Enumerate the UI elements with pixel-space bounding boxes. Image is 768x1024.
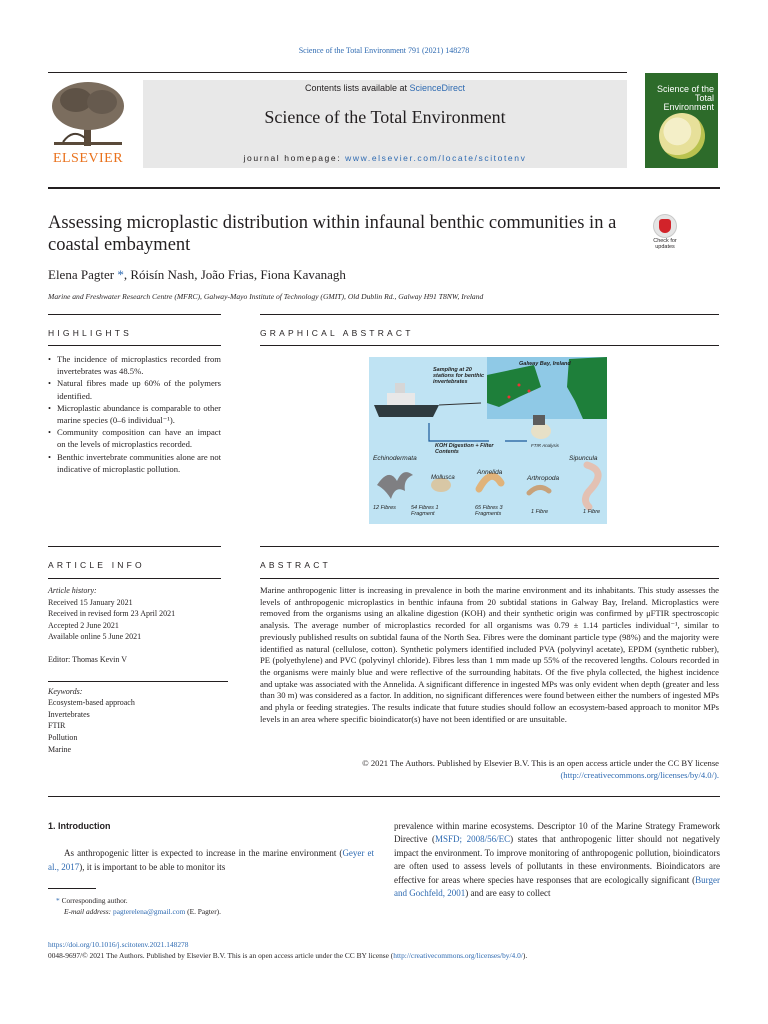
highlights-rule xyxy=(48,314,221,315)
copyright-notice xyxy=(260,758,719,781)
email-label: E-mail address: xyxy=(64,907,113,916)
ga-rule-2 xyxy=(260,345,719,346)
homepage-line xyxy=(143,153,627,163)
abstract-rule-2 xyxy=(260,578,719,579)
abstract-rule xyxy=(260,546,719,547)
ga-bay-label: Galway Bay, Ireland xyxy=(519,361,571,367)
contents-line xyxy=(143,83,627,93)
echinodermata-icon xyxy=(377,472,413,499)
author-list xyxy=(48,267,648,283)
keywords-rule xyxy=(48,681,228,682)
homepage-link[interactable]: www.elsevier.com/locate/scitotenv xyxy=(345,153,527,163)
keyword: Ecosystem-based approach xyxy=(48,698,135,708)
check-updates-icon xyxy=(653,214,677,238)
history-item: Received in revised form 23 April 2021 xyxy=(48,609,176,619)
abstract-text: Marine anthropogenic litter is increasing in prevalence in both the marine environment and its inhabitants. This study assesses the levels of anthropogenic microplastics in benthic infauna from 20 subtidal stations in Galway Bay, Ireland. Microplastics were removed from the organisms using an alkaline digestion (KOH) and their synthetic origin was confirmed by μFTIR spectroscopic analysis. The average number of microplastics recorded for all organisms was 0.79 ± 1.14 particles individual⁻¹, similar to previously published results on subtidal fauna of the North Sea. Fibres were the dominant particle type (98%) and the majority were identified as natural (cellulose, cotton). Synthetic polymers identified included PVA (polyvinyl acetate), EPDM (synthetic rubber), PE (polyethylene) and PVC (polyvinyl chloride). Fibres less than 1 mm made up 55% of the recovered lengths. Colours recorded in the organisms were mainly blue and were reflective of the surrounding habitats. Of the five phyla collected, the highest incidence and uptake was associated with the Annelida. A significant difference in ingested MPs was only evident when depth (greater and less than 30 m) was considered as a factor. In addition, no significant differences were found between either the numbers of ingested MPs and phyla or feeding strategies. The results indicate that future studies should follow an ecosystem-based approach to monitor MPs levels in an area where specific bioindicator(s) have not been identified or are unsuitable. xyxy=(260,585,719,724)
citation-link[interactable]: Geyer et al., 2017 xyxy=(48,848,375,872)
ga-koh-label: KOH Digestion + Filter Contents xyxy=(435,443,494,455)
ga-taxon-label: Annelida xyxy=(477,469,503,476)
body-left-column xyxy=(48,820,374,874)
footnote-star: * xyxy=(56,896,60,905)
process-arrow-icon xyxy=(429,423,489,441)
highlight-item: • Natural fibres made up 60% of the polymers identified. xyxy=(48,377,221,401)
footnote xyxy=(48,895,374,917)
history-item: Accepted 2 June 2021 xyxy=(48,620,119,630)
ga-taxon-label: Arthropoda xyxy=(527,475,560,482)
ga-count-label: 1 Fibre xyxy=(583,509,601,515)
contents-prefix: Contents lists available at xyxy=(304,83,410,93)
keyword: FTIR xyxy=(48,721,66,731)
history-item: Received 15 January 2021 xyxy=(48,597,133,607)
author-first: Elena Pagter xyxy=(48,267,115,282)
author-rest: , Róisín Nash, João Frias, Fiona Kavanagh xyxy=(123,267,346,282)
ga-count-label: 1 Fibre xyxy=(531,509,549,515)
ga-taxon-label: Sipuncula xyxy=(569,455,598,462)
issn-text: 0048-9697/© 2021 The Authors. Published by Elsevier B.V. This is an open access article under the CC BY license ( xyxy=(48,950,394,960)
body-rule xyxy=(48,796,720,797)
ga-ftir-label: FTIR Analysis xyxy=(531,443,559,448)
section-heading: 1. Introduction xyxy=(48,821,111,831)
text-run: prevalence within marine ecosystems. Descriptor 10 of the Marine Strategy Framework Directive ( xyxy=(394,821,720,845)
info-rule-2 xyxy=(48,578,221,579)
homepage-prefix: journal homepage: xyxy=(243,153,346,163)
text-run: ) and are easy to collect xyxy=(465,888,551,899)
research-ship-icon xyxy=(374,405,439,417)
check-for-updates-badge[interactable] xyxy=(647,214,683,254)
ga-sampling-label: Sampling at 20 stations for benthic invertebrates xyxy=(433,367,485,385)
email-link[interactable]: pagterelena@gmail.com xyxy=(113,907,186,916)
filter-dish-icon xyxy=(531,423,551,439)
highlights-rule-2 xyxy=(48,345,221,346)
keyword: Marine xyxy=(48,744,72,754)
body-right-column xyxy=(394,820,720,900)
keyword: Invertebrates xyxy=(48,709,90,719)
cover-artwork xyxy=(659,113,705,159)
graphical-abstract-heading: GRAPHICAL ABSTRACT xyxy=(260,328,414,338)
abstract-heading: ABSTRACT xyxy=(260,560,331,570)
license-link[interactable]: (http://creativecommons.org/licenses/by/4.0/). xyxy=(560,769,719,780)
highlights-heading: HIGHLIGHTS xyxy=(48,328,132,338)
info-rule xyxy=(48,546,221,547)
ga-taxon-label: Echinodermata xyxy=(373,455,417,462)
copyright-text: © 2021 The Authors. Published by Elsevier B.V. This is an open access article under the CC BY license xyxy=(362,758,719,768)
text-run: As anthropogenic litter is expected to increase in the marine environment ( xyxy=(64,848,343,859)
highlight-item: • Community composition can have an impact on the levels of microplastics recorded. xyxy=(48,426,221,450)
body-paragraph xyxy=(48,847,374,874)
history-label: Article history: xyxy=(48,586,97,595)
highlight-item: • Microplastic abundance is comparable to other marine species (0–6 individual⁻¹). xyxy=(48,402,221,426)
footnote-rule xyxy=(48,888,96,889)
journal-title: Science of the Total Environment xyxy=(264,107,506,127)
graphical-abstract-figure[interactable] xyxy=(369,357,607,524)
ga-count-label: 54 Fibres 1 Fragment xyxy=(411,505,439,517)
arthropoda-icon xyxy=(529,487,549,493)
text-run: ) states that anthropogenic litter should not negatively impact the environment. To improve monitoring of anthropogenic pollution, bioindicators are often used to assess levels of pollutants in these environments. Bioindicators are effective for areas where species have responses that are ecologically significant ( xyxy=(394,834,721,885)
page-footer xyxy=(48,940,728,961)
article-info-heading: ARTICLE INFO xyxy=(48,560,145,570)
citation-link[interactable]: MSFD; 2008/56/EC xyxy=(435,834,511,845)
ga-rule xyxy=(260,314,719,315)
email-suffix: (E. Pagter). xyxy=(185,907,221,916)
ga-count-label: 65 Fibres 3 Fragments xyxy=(475,505,503,517)
footer-end: ). xyxy=(522,950,528,960)
keyword: Pollution xyxy=(48,732,78,742)
citation-link[interactable]: Burger and Gochfeld, 2001 xyxy=(394,874,720,899)
header-top-rule xyxy=(48,72,627,73)
article-title: Assessing microplastic distribution within infaunal benthic communities in a coastal embayment xyxy=(48,213,617,255)
header-bottom-rule xyxy=(48,187,720,189)
doi-link[interactable]: https://doi.org/10.1016/j.scitotenv.2021.148278 xyxy=(48,940,189,949)
check-updates-label: Check for updates xyxy=(653,238,677,250)
sipuncula-icon xyxy=(585,465,598,507)
footnote-corresponding: Corresponding author. xyxy=(61,896,128,905)
footer-license-link[interactable]: http://creativecommons.org/licenses/by/4.0/ xyxy=(393,950,523,960)
annelida-icon xyxy=(479,476,501,489)
cover-title: Science of the Total Environment xyxy=(656,84,714,112)
history-item: Available online 5 June 2021 xyxy=(48,632,142,642)
article-info xyxy=(48,585,228,755)
elsevier-wordmark: ELSEVIER xyxy=(52,151,124,166)
keywords-label: Keywords: xyxy=(48,686,83,696)
journal-cover[interactable] xyxy=(645,73,718,168)
microscope-icon xyxy=(533,415,545,425)
sciencedirect-link[interactable]: ScienceDirect xyxy=(409,83,466,93)
highlight-item: • Benthic invertebrate communities alone are not indicative of microplastic pollution. xyxy=(48,451,221,475)
affiliation: Marine and Freshwater Research Centre (MFRC), Galway-Mayo Institute of Technology (GMIT), Old Dublin Rd., Galway H91 T8NW, Ireland xyxy=(48,292,484,301)
highlight-item: • The incidence of microplastics recorded from invertebrates was 48.5%. xyxy=(48,353,221,377)
highlights-list xyxy=(48,353,221,475)
journal-reference[interactable]: Science of the Total Environment 791 (2021) 148278 xyxy=(298,46,470,55)
text-run: ), it is important to be able to monitor its xyxy=(79,861,226,872)
ga-count-label: 12 Fibres xyxy=(373,505,396,511)
ga-taxon-label: Mollusca xyxy=(431,475,455,481)
editor: Editor: Thomas Kevin V xyxy=(48,654,128,664)
corresponding-author-marker[interactable]: * xyxy=(114,267,124,282)
